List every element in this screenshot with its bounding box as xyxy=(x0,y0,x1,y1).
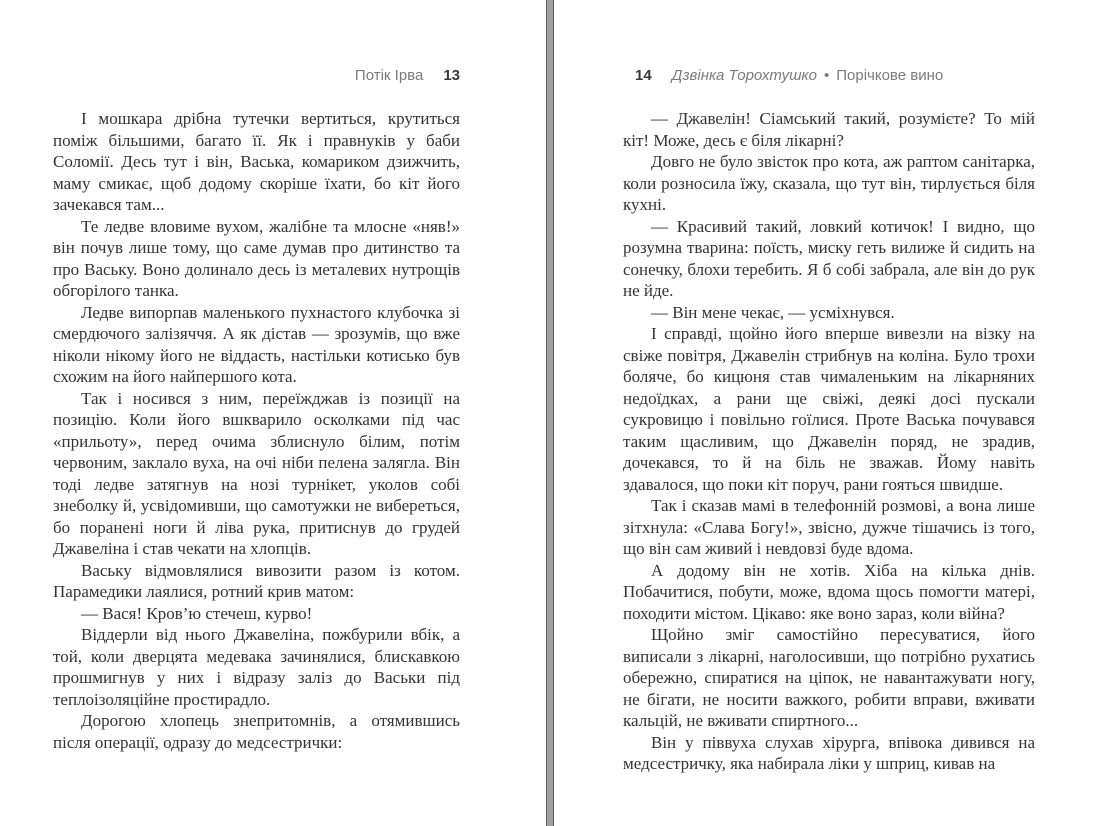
paragraph: Щойно зміг самостійно пересуватися, його виписали з лікарні, наголосивши, що потрібно рухатись обережно, спиратися на ціпок, не навантажувати ногу, не бігати, не носити важкого, робити вправи, вживати кальцій, не вживати спиртного... xyxy=(623,625,1035,730)
running-head-right xyxy=(635,68,943,84)
page-right xyxy=(554,0,1101,826)
paragraph: Так і сказав мамі в телефонній розмові, а вона лише зітхнула: «Слава Богу!», звісно, дужче тішачись із того, що він сам живий і невдовзі буде вдома. xyxy=(623,496,1035,558)
paragraph: Те ледве вловиме вухом, жалібне та млосне «няв!» він почув лише тому, що саме думав про дитинство та про Ваську. Воно долинало десь із металевих нутрощів обгорілого танка. xyxy=(53,216,460,300)
paragraph: І мошкара дрібна тутечки вертиться, крутиться поміж більшими, багато її. Як і правнуків у баби Соломії. Десь тут і він, Васька, комариком дзижчить, маму смикає, щоб додому скоріше їхати, бо кіт його зачекався там... xyxy=(53,109,460,214)
running-head-left xyxy=(355,68,460,84)
paragraph: — Красивий такий, ловкий котичок! І видно, що розумна тварина: поїсть, миску геть вилиже й сидить на сонечку, блохи теребить. Я б собі забрала, але він до рук не йде. xyxy=(623,216,1035,300)
paragraph: Так і носився з ним, переїжджав із позиції на позицію. Коли його вшкварило осколками під час «прильоту», перед очима зблиснуло білим, потім червоним, заклало вуха, на очі ніби пелена залягла. Він тоді ледве затягнув на нозі турнікет, уколов собі знеболку й, усвідомивши, що самотужки не вибереться, бо поранені ноги й ліва рука, притиснув до грудей Джавеліна і став чекати на хлопців. xyxy=(53,388,460,558)
book-title: Порічкове вино xyxy=(836,67,944,84)
paragraph: Ваську відмовлялися вивозити разом із котом. Парамедики лаялися, ротний крив матом: xyxy=(53,560,460,601)
header-separator: • xyxy=(823,67,830,84)
paragraph: — Джавелін! Сіамський такий, розумієте? То мій кіт! Може, десь є біля лікарні? xyxy=(623,109,1035,150)
chapter-title: Потік Ірва xyxy=(354,67,424,84)
paragraph: — Вася! Кров’ю стечеш, курво! xyxy=(81,603,313,623)
paragraph: Довго не було звісток про кота, аж раптом санітарка, коли розносила їжу, сказала, що тут він, тирлується біля кухні. xyxy=(623,152,1035,214)
paragraph: І справді, щойно його вперше вивезли на візку на свіже повітря, Джавелін стрибнув на коліна. Було трохи боляче, бо кицюня став чималеньким на лікарняних недоїдках, а рани ще свіжі, деякі досі пускали сукровицю і повільно гоїлися. Проте Васька почувався таким щасливим, що Джавелін поряд, не зрадив, дочекався, то й на біль не зважав. Йому навіть здавалося, що поки кіт поруч, рани гояться швидше. xyxy=(623,324,1035,494)
paragraph: А додому він не хотів. Хіба на кілька днів. Побачитися, побути, може, вдома щось помогти матері, походити містом. Цікаво: яке воно зараз, коли війна? xyxy=(623,560,1035,623)
paragraph: Ледве випорпав маленького пухнастого клубочка зі смердючого залізяччя. А як дістав — зрозумів, що вже ніколи нікому його не віддасть, настільки котисько був схожим на його найпершого кота. xyxy=(53,302,460,386)
paragraph: — Він мене чекає, — усміхнувся. xyxy=(651,302,895,322)
page-left xyxy=(0,0,546,826)
paragraph: Віддерли від нього Джавеліна, пожбурили вбік, а той, коли дверцята медевака зачинялися, блискавкою прошмигнув у них і відразу заліз до Васьки під теплоізоляційне простирадло. xyxy=(53,625,460,709)
paragraph: Дорогою хлопець знепритомнів, а отямившись після операції, одразу до медсестрички: xyxy=(53,711,460,752)
page-number-right: 14 xyxy=(635,67,652,84)
page-number-left: 13 xyxy=(443,67,460,84)
page-text-right xyxy=(623,108,1035,775)
page-spine-divider xyxy=(546,0,554,826)
paragraph: Він у піввуха слухав хірурга, впівока дивився на медсестричку, яка набирала ліки у шприц, кивав на xyxy=(623,732,1035,773)
page-text-left xyxy=(53,108,460,753)
book-author: Дзвінка Торохтушко xyxy=(671,67,817,84)
